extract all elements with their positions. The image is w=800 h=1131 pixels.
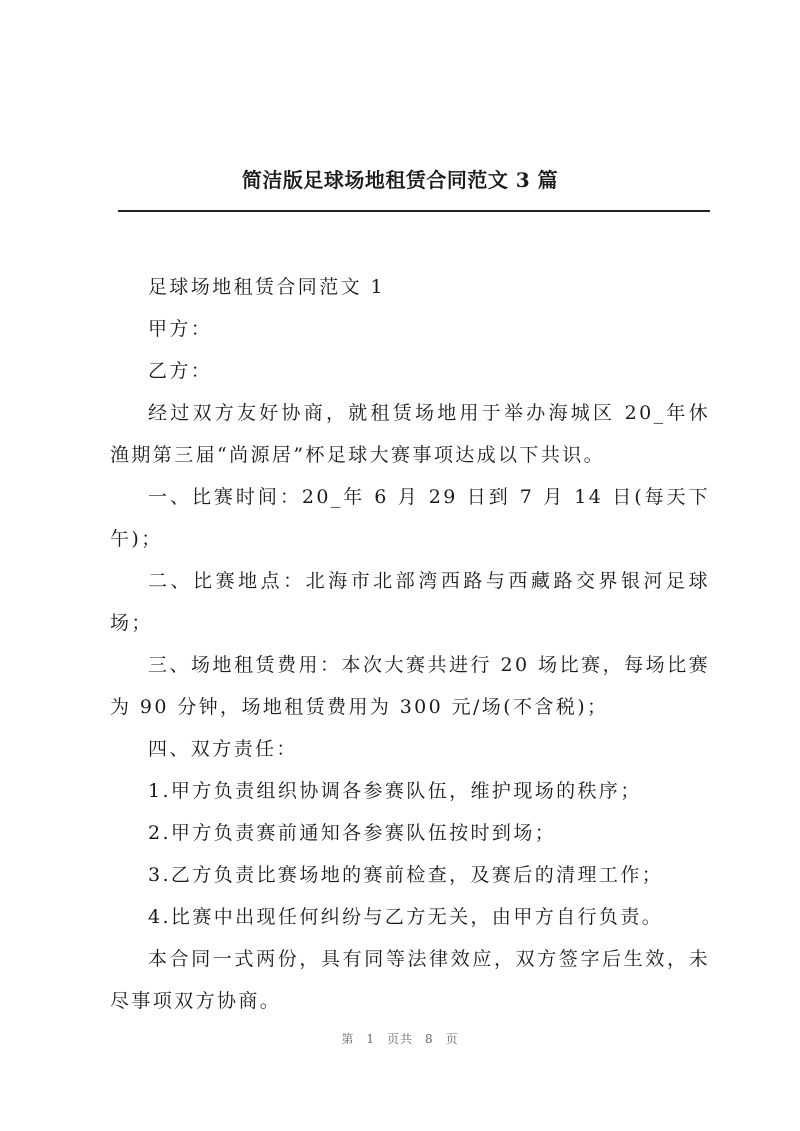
party-a-line: 甲方： [148, 318, 213, 340]
document-title: 简洁版足球场地租赁合同范文 3 篇 [241, 168, 559, 192]
party-b-line: 乙方： [148, 360, 213, 382]
footer-prefix: 第 [341, 1032, 355, 1046]
responsibility-item: 2.甲方负责赛前通知各参赛队伍按时到场； [148, 822, 557, 844]
section-heading: 足球场地租赁合同范文 1 [148, 276, 385, 298]
clause-responsibilities: 四、双方责任： [148, 738, 298, 760]
page-footer [0, 1030, 800, 1047]
responsibility-item: 4.比赛中出现任何纠纷与乙方无关，由甲方自行负责。 [148, 906, 664, 928]
clause-location: 二、比赛地点：北海市北部湾西路与西藏路交界银河足球场； [110, 570, 710, 634]
clause-fee: 三、场地租赁费用：本次大赛共进行 20 场比赛，每场比赛为 90 分钟，场地租赁费用为 300 元/场(不含税)； [110, 654, 710, 718]
closing-paragraph: 本合同一式两份，具有同等法律效应，双方签字后生效，未尽事项双方协商。 [110, 948, 710, 1012]
responsibility-item: 1.甲方负责组织协调各参赛队伍，维护现场的秩序； [148, 780, 642, 802]
footer-total-pages: 8 [425, 1032, 434, 1046]
footer-mid: 页共 [386, 1032, 413, 1046]
footer-page-number: 1 [366, 1032, 375, 1046]
footer-suffix: 页 [445, 1032, 459, 1046]
intro-paragraph: 经过双方友好协商，就租赁场地用于举办海城区 20_年休渔期第三届“尚源居”杯足球大赛事项达成以下共识。 [110, 402, 710, 466]
clause-time: 一、比赛时间：20_年 6 月 29 日到 7 月 14 日(每天下午)； [110, 486, 710, 550]
title-underline [118, 210, 710, 212]
document-body [110, 266, 710, 1022]
responsibility-item: 3.乙方负责比赛场地的赛前检查，及赛后的清理工作； [148, 864, 664, 886]
